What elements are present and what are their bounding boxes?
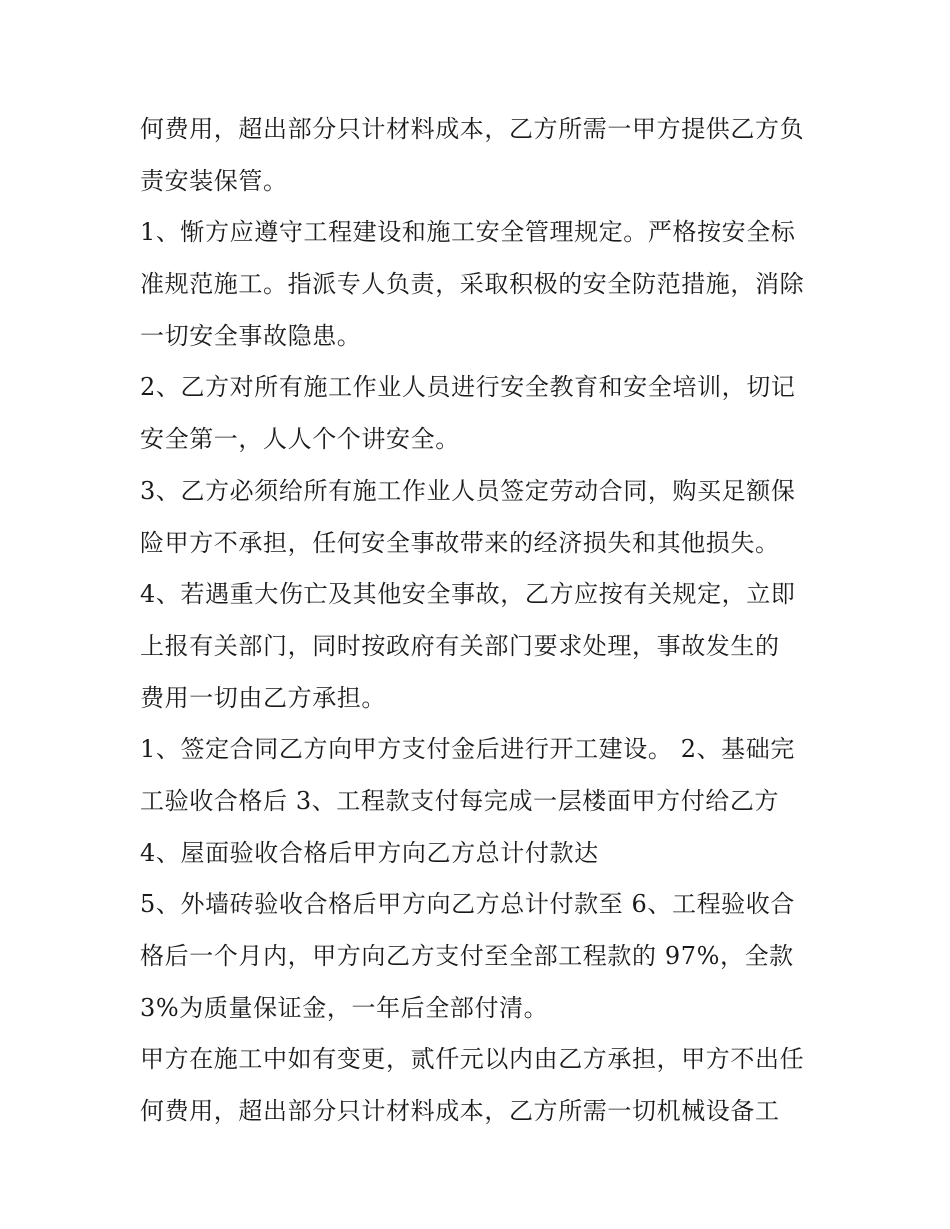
text-line: 费用一切由乙方承担。 [140, 683, 386, 712]
text-line: 2、乙方对所有施工作业人员进行安全教育和安全培训，切记 [140, 373, 796, 402]
text-line: 何费用，超出部分只计材料成本，乙方所需一切机械设备工 [140, 1097, 780, 1126]
text-line: 安全第一，人人个个讲安全。 [140, 425, 460, 454]
text-line: 险甲方不承担，任何安全事故带来的经济损失和其他损失。 [140, 528, 780, 557]
text-line: 责安装保管。 [140, 166, 288, 195]
document-body [140, 104, 830, 1138]
text-line: 准规范施工。指派专人负责，采取积极的安全防范措施，消除 [140, 270, 805, 299]
text-line: 4、屋面验收合格后甲方向乙方总计付款达 [140, 838, 599, 867]
text-line: 4、若遇重大伤亡及其他安全事故，乙方应按有关规定，立即 [140, 580, 796, 609]
text-line: 上报有关部门，同时按政府有关部门要求处理，事故发生的 [140, 631, 780, 660]
text-line: 一切安全事故隐患。 [140, 321, 362, 350]
text-line: 何费用，超出部分只计材料成本，乙方所需一甲方提供乙方负 [140, 115, 805, 143]
text-line: 格后一个月内，甲方向乙方支付至全部工程款的 97%，全款 [140, 942, 794, 970]
text-line: 1、签定合同乙方向甲方支付金后进行开工建设。 2、基础完 [140, 735, 795, 764]
text-line: 甲方在施工中如有变更，贰仟元以内由乙方承担，甲方不出任 [140, 1045, 805, 1074]
text-line: 工验收合格后 3、工程款支付每完成一层楼面甲方付给乙方 [140, 786, 780, 815]
text-line: 3、乙方必须给所有施工作业人员签定劳动合同，购买足额保 [140, 476, 796, 505]
text-line: 3%为质量保证金，一年后全部付清。 [140, 993, 549, 1022]
text-line: 5、外墙砖验收合格后甲方向乙方总计付款至 6、工程验收合 [140, 890, 795, 919]
text-line: 1、惭方应遵守工程建设和施工安全管理规定。严格按安全标 [140, 218, 796, 247]
